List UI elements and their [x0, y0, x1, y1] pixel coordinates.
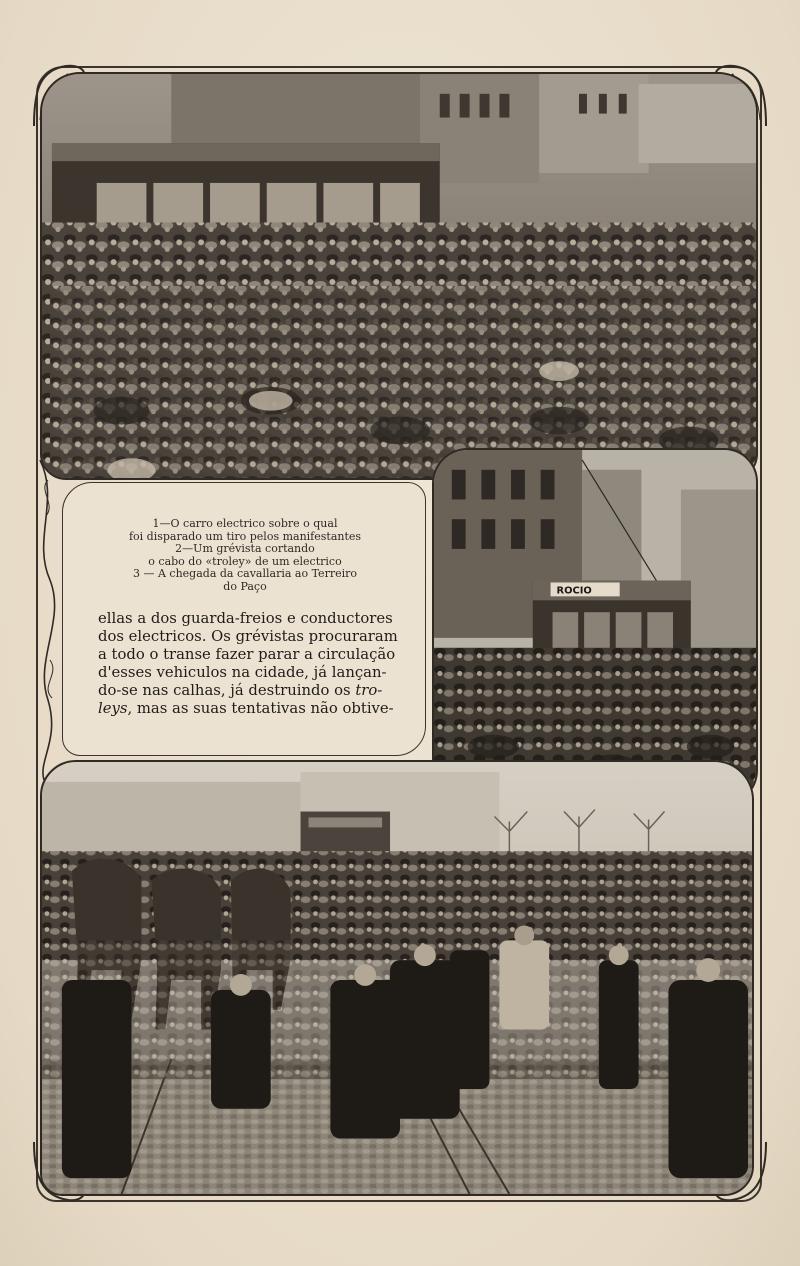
- photo-striker-trolley-image: [434, 450, 756, 804]
- body-line-5-italic: tro-: [355, 682, 383, 699]
- photo-cavalry-arrival: [40, 760, 754, 1196]
- body-line-2: dos electricos. Os grévistas procuraram: [98, 628, 398, 645]
- body-line-6-text: , mas as suas tentativas não obtive-: [127, 700, 394, 717]
- caption-line-5: 3 — A chegada da cavallaria ao Terreiro: [133, 567, 357, 580]
- caption-line-3: 2—Um grévista cortando: [175, 542, 315, 555]
- tram-sign-rocio: ROCIO: [556, 585, 592, 597]
- photo-cavalry-arrival-image: [42, 762, 752, 1194]
- body-line-6-italic: leys: [98, 700, 128, 717]
- caption-line-6: do Paço: [223, 579, 267, 593]
- photo-tram-crowd: [40, 72, 758, 480]
- body-line-1: ellas a dos guarda-freios e conductores: [98, 610, 393, 627]
- body-line-5-text: do-se nas calhas, já destruindo os: [98, 682, 351, 699]
- photo-caption: [70, 518, 420, 593]
- caption-line-4: o cabo do «troley» de um electrico: [148, 554, 342, 568]
- article-body: [98, 610, 398, 718]
- caption-line-2: foi disparado um tiro pelos manifestantes: [128, 529, 362, 543]
- body-line-3: a todo o transe fazer parar a circulação: [98, 646, 396, 663]
- body-line-5: [98, 682, 394, 700]
- body-line-4: d'esses vehiculos na cidade, já lançan-: [98, 664, 387, 681]
- body-line-6: [98, 700, 394, 718]
- photo-tram-crowd-image: [42, 74, 756, 478]
- photo-striker-trolley: [432, 448, 758, 806]
- caption-line-1: 1—O carro electrico sobre o qual: [152, 517, 338, 530]
